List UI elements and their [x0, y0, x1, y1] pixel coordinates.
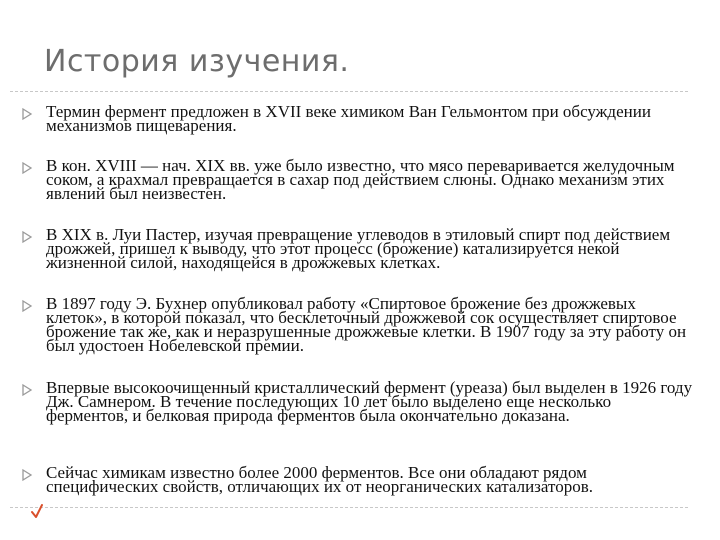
- bullet-text: В 1897 году Э. Бухнер опубликовал работу «Спиртовое брожение без дрожжевых клеток», в которой показал, что бесклеточный дрожжевой сок осуществляет спиртовое брожение так же, как и неразрушенные дрожжевые клетки. В 1907 году за эту работу он был удостоен Нобелевской премии.: [46, 294, 687, 355]
- slide-title: История изучения.: [44, 44, 350, 79]
- triangle-right-outline-icon: [20, 107, 34, 121]
- triangle-right-outline-icon: [20, 161, 34, 175]
- bullet-text: В XIX в. Луи Пастер, изучая превращение углеводов в этиловый спирт под действием дрожжей, пришел к выводу, что этот процесс (брожение) катализируется некой жизненной силой, находящейся в дрожжевых клетках.: [46, 225, 671, 272]
- bullet-text: Впервые высокоочищенный кристаллический фермент (уреаза) был выделен в 1926 году Дж. Самнером. В течение последующих 10 лет было выделено еще несколько ферментов, и белковая природа ферментов была окончательно доказана.: [46, 378, 693, 425]
- bullet-text: Термин фермент предложен в XVII веке химиком Ван Гельмонтом при обсуждении механизмов пищеварения.: [46, 102, 651, 135]
- triangle-right-outline-icon: [20, 230, 34, 244]
- bullet-text: В кон. XVIII — нач. XIX вв. уже было известно, что мясо переваривается желудочным соком, а крахмал превращается в сахар под действием слюны. Однако механизм этих явлений был неизвестен.: [46, 156, 675, 203]
- check-mark-icon: [30, 503, 44, 519]
- triangle-right-outline-icon: [20, 299, 34, 313]
- bullet-text: Сейчас химикам известно более 2000 ферментов. Все они обладают рядом специфических свойств, отличающих их от неорганических катализаторов.: [46, 463, 593, 496]
- triangle-right-outline-icon: [20, 468, 34, 482]
- footer-divider: [10, 507, 688, 508]
- triangle-right-outline-icon: [20, 383, 34, 397]
- title-divider: [10, 91, 688, 92]
